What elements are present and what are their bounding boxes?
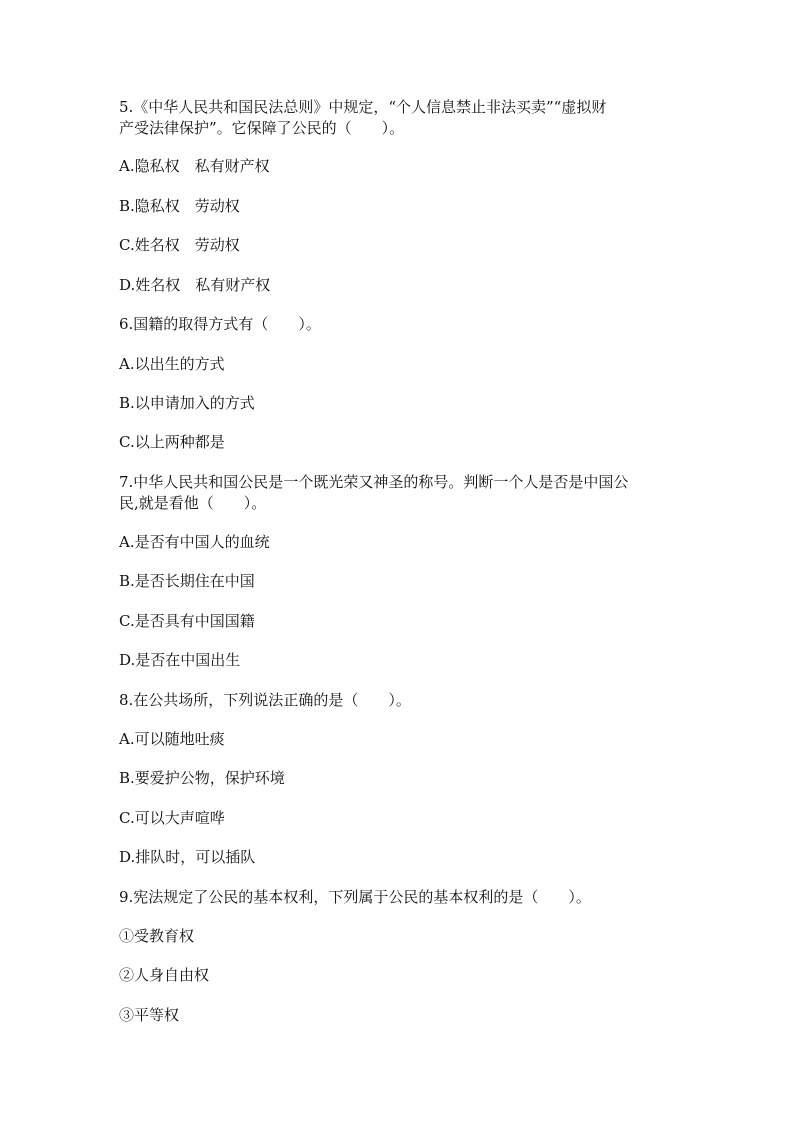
question-7-option-d: D.是否在中国出生 [119,651,241,669]
question-9-stem: 9.宪法规定了公民的基本权利，下列属于公民的基本权利的是（ ）。 [119,888,591,906]
question-5-stem-line-2: 产受法律保护”。它保障了公民的（ ）。 [119,119,405,137]
question-8-stem: 8.在公共场所，下列说法正确的是（ ）。 [119,691,411,709]
question-5-option-d: D.姓名权 私有财产权 [119,276,271,294]
question-8-option-a: A.可以随地吐痰 [119,730,225,748]
question-6-option-a: A.以出生的方式 [119,355,225,373]
question-5-stem-line-1: 5.《中华人民共和国民法总则》中规定，“个人信息禁止非法买卖”“虚拟财 [119,98,607,116]
question-5-option-c: C.姓名权 劳动权 [119,236,240,254]
question-7-option-a: A.是否有中国人的血统 [119,533,270,551]
question-7-stem-line-2: 民,就是看他（ ）。 [119,494,267,512]
question-9-option-3: ③平等权 [119,1006,180,1024]
question-7-stem-line-1: 7.中华人民共和国公民是一个既光荣又神圣的称号。判断一个人是否是中国公 [119,473,629,491]
question-5-option-a: A.隐私权 私有财产权 [119,157,270,175]
question-8-option-c: C.可以大声喧哗 [119,809,225,827]
question-7-option-c: C.是否具有中国国籍 [119,612,255,630]
question-8-option-b: B.要爱护公物，保护环境 [119,769,285,787]
question-5-option-b: B.隐私权 劳动权 [119,197,240,215]
question-7-option-b: B.是否长期住在中国 [119,572,255,590]
question-6-option-b: B.以申请加入的方式 [119,394,255,412]
question-9-option-2: ②人身自由权 [119,966,210,984]
question-6-stem: 6.国籍的取得方式有（ ）。 [119,315,321,333]
question-8-option-d: D.排队时，可以插队 [119,848,256,866]
question-9-option-1: ①受教育权 [119,927,195,945]
question-6-option-c: C.以上两种都是 [119,433,225,451]
